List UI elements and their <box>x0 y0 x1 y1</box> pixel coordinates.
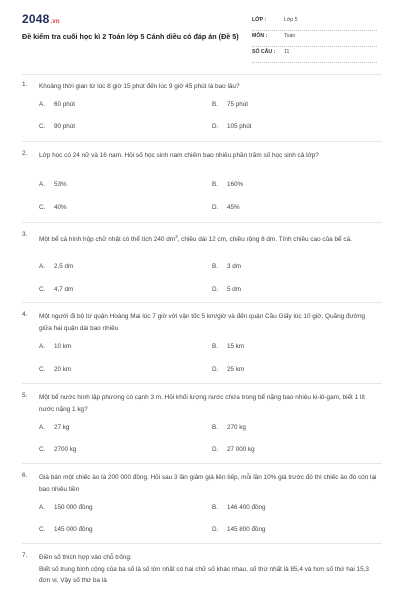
option-d[interactable] <box>212 526 266 533</box>
site-logo[interactable] <box>22 12 60 26</box>
meta-value: Toán <box>284 33 296 39</box>
question-instruction: Điền số thích hợp vào chỗ trống: <box>39 554 132 561</box>
option-c[interactable] <box>39 446 76 453</box>
question-1 <box>22 81 382 141</box>
option-letter: C. <box>39 286 46 293</box>
question-text: Khoảng thời gian từ lúc 8 giờ 15 phút đến lúc 9 giờ 45 phút là bao lâu? <box>39 83 240 90</box>
option-text: 145 000 đồng <box>54 526 93 533</box>
option-c[interactable] <box>39 526 93 533</box>
option-text: 2700 kg <box>54 446 77 453</box>
option-letter: B. <box>212 263 218 270</box>
question-text-part: Một bể cá hình hộp chữ nhật có thể tích 240 dm <box>39 236 176 244</box>
divider <box>22 222 382 223</box>
option-d[interactable] <box>212 204 240 211</box>
logo-main: 2048 <box>22 12 50 26</box>
option-text: 150 000 đồng <box>54 504 93 511</box>
option-letter: C. <box>39 446 46 453</box>
option-letter: B. <box>212 504 218 511</box>
option-a[interactable] <box>39 101 75 108</box>
question-number: 3. <box>22 231 28 238</box>
option-letter: B. <box>212 343 218 350</box>
option-text: 20 km <box>54 366 72 373</box>
option-letter: B. <box>212 101 218 108</box>
meta-key: MÔN : <box>252 33 268 39</box>
divider <box>22 383 382 384</box>
option-d[interactable] <box>212 366 244 373</box>
option-letter: D. <box>212 123 219 130</box>
divider <box>22 302 382 303</box>
question-2 <box>22 150 382 220</box>
option-a[interactable] <box>39 424 69 431</box>
option-letter: A. <box>39 181 45 188</box>
meta-value: 11 <box>284 49 290 55</box>
option-text: 2,5 dm <box>54 263 74 270</box>
meta-row-count <box>252 47 377 63</box>
option-a[interactable] <box>39 343 71 350</box>
option-c[interactable] <box>39 286 73 293</box>
meta-row-class <box>252 15 377 31</box>
option-letter: D. <box>212 204 219 211</box>
divider <box>22 74 382 75</box>
question-number: 1. <box>22 81 28 88</box>
option-text: 146 400 đồng <box>227 504 266 511</box>
option-text: 75 phút <box>227 101 249 108</box>
meta-table <box>252 15 377 63</box>
option-a[interactable] <box>39 504 93 511</box>
option-b[interactable] <box>212 101 248 108</box>
logo-suffix: .vn <box>50 19 60 25</box>
question-number: 2. <box>22 150 28 157</box>
question-text <box>39 552 379 587</box>
option-text: 45% <box>227 204 240 211</box>
option-b[interactable] <box>212 181 243 188</box>
option-a[interactable] <box>39 181 67 188</box>
option-text: 90 phút <box>54 123 76 130</box>
divider <box>22 543 382 544</box>
meta-key: SỐ CÂU : <box>252 49 276 55</box>
option-letter: A. <box>39 343 45 350</box>
question-text: Giá bán một chiếc áo là 200 000 đồng. Hỏi sau 3 lần giảm giá liên tiếp, mỗi lần 10% giá trước đó thì chiếc áo đó còn lại bao nhiêu tiền <box>39 474 377 493</box>
question-number: 6. <box>22 472 28 479</box>
option-letter: D. <box>212 286 219 293</box>
option-text: 145 800 đồng <box>227 526 266 533</box>
option-text: 160% <box>227 181 244 188</box>
option-text: 3 dm <box>227 263 241 270</box>
document-title: Đề kiểm tra cuối học kì 2 Toán lớp 5 Cánh diều có đáp án (Đề 5) <box>22 32 239 41</box>
option-c[interactable] <box>39 204 67 211</box>
question-number: 7. <box>22 552 28 559</box>
option-letter: C. <box>39 204 46 211</box>
option-letter: C. <box>39 123 46 130</box>
option-letter: D. <box>212 366 219 373</box>
option-text: 53% <box>54 181 67 188</box>
question-number: 4. <box>22 311 28 318</box>
option-text: 4,7 dm <box>54 286 74 293</box>
option-text: 60 phút <box>54 101 76 108</box>
option-letter: A. <box>39 263 45 270</box>
option-text: 270 kg <box>227 424 246 431</box>
option-letter: D. <box>212 526 219 533</box>
option-letter: D. <box>212 446 219 453</box>
meta-value: Lớp 5 <box>284 17 298 23</box>
option-text: 27 000 kg <box>227 446 255 453</box>
superscript: 3 <box>175 234 178 239</box>
option-letter: A. <box>39 424 45 431</box>
option-text: 5 dm <box>227 286 241 293</box>
option-letter: A. <box>39 504 45 511</box>
option-b[interactable] <box>212 263 241 270</box>
question-text: Lớp học có 24 nữ và 16 nam. Hỏi số học sinh nam chiếm bao nhiêu phần trăm số học sinh cả lớp? <box>39 152 319 159</box>
question-3 <box>22 231 382 301</box>
option-letter: C. <box>39 526 46 533</box>
option-a[interactable] <box>39 263 73 270</box>
option-text: 40% <box>54 204 67 211</box>
option-letter: C. <box>39 366 46 373</box>
meta-row-subject <box>252 31 377 47</box>
option-text: 105 phút <box>227 123 252 130</box>
question-text <box>39 231 379 246</box>
question-7 <box>22 552 382 598</box>
option-letter: B. <box>212 424 218 431</box>
question-number: 5. <box>22 392 28 399</box>
option-letter: B. <box>212 181 218 188</box>
question-text: Một bể nước hình lập phương có cạnh 3 m. Hỏi khối lượng nước chứa trong bể nặng bao nhiêu ki-lô-gam, biết 1 lít nước nặng 1 kg? <box>39 394 365 413</box>
divider <box>22 463 382 464</box>
option-c[interactable] <box>39 366 71 373</box>
option-text: 15 km <box>227 343 245 350</box>
option-b[interactable] <box>212 424 246 431</box>
meta-key: LỚP : <box>252 17 267 23</box>
option-text: 10 km <box>54 343 72 350</box>
option-d[interactable] <box>212 123 252 130</box>
option-letter: A. <box>39 101 45 108</box>
option-d[interactable] <box>212 446 255 453</box>
divider <box>22 141 382 142</box>
option-b[interactable] <box>212 343 244 350</box>
question-5 <box>22 392 382 462</box>
option-c[interactable] <box>39 123 75 130</box>
question-text: Một người đi bộ từ quận Hoàng Mai lúc 7 giờ với vận tốc 5 km/giờ và đến quận Cầu Giấy lúc 10 giờ. Quãng đường giữa hai quận dài bao nhiêu <box>39 313 366 332</box>
option-b[interactable] <box>212 504 266 511</box>
question-body: Biết số trung bình cộng của ba số là số lớn nhất có hai chữ số khác nhau, số thứ nhất là 85,4 và hơn số thứ hai 15,3 đơn vị. Vậy số thứ ba là <box>39 565 369 584</box>
page-header <box>0 0 400 72</box>
question-4 <box>22 311 382 381</box>
option-text: 25 km <box>227 366 245 373</box>
option-d[interactable] <box>212 286 241 293</box>
question-text-part: , chiều dài 12 cm, chiều rộng 8 dm. Tính chiều cao của bể cá. <box>177 236 352 244</box>
option-text: 27 kg <box>54 424 70 431</box>
question-6 <box>22 472 382 542</box>
